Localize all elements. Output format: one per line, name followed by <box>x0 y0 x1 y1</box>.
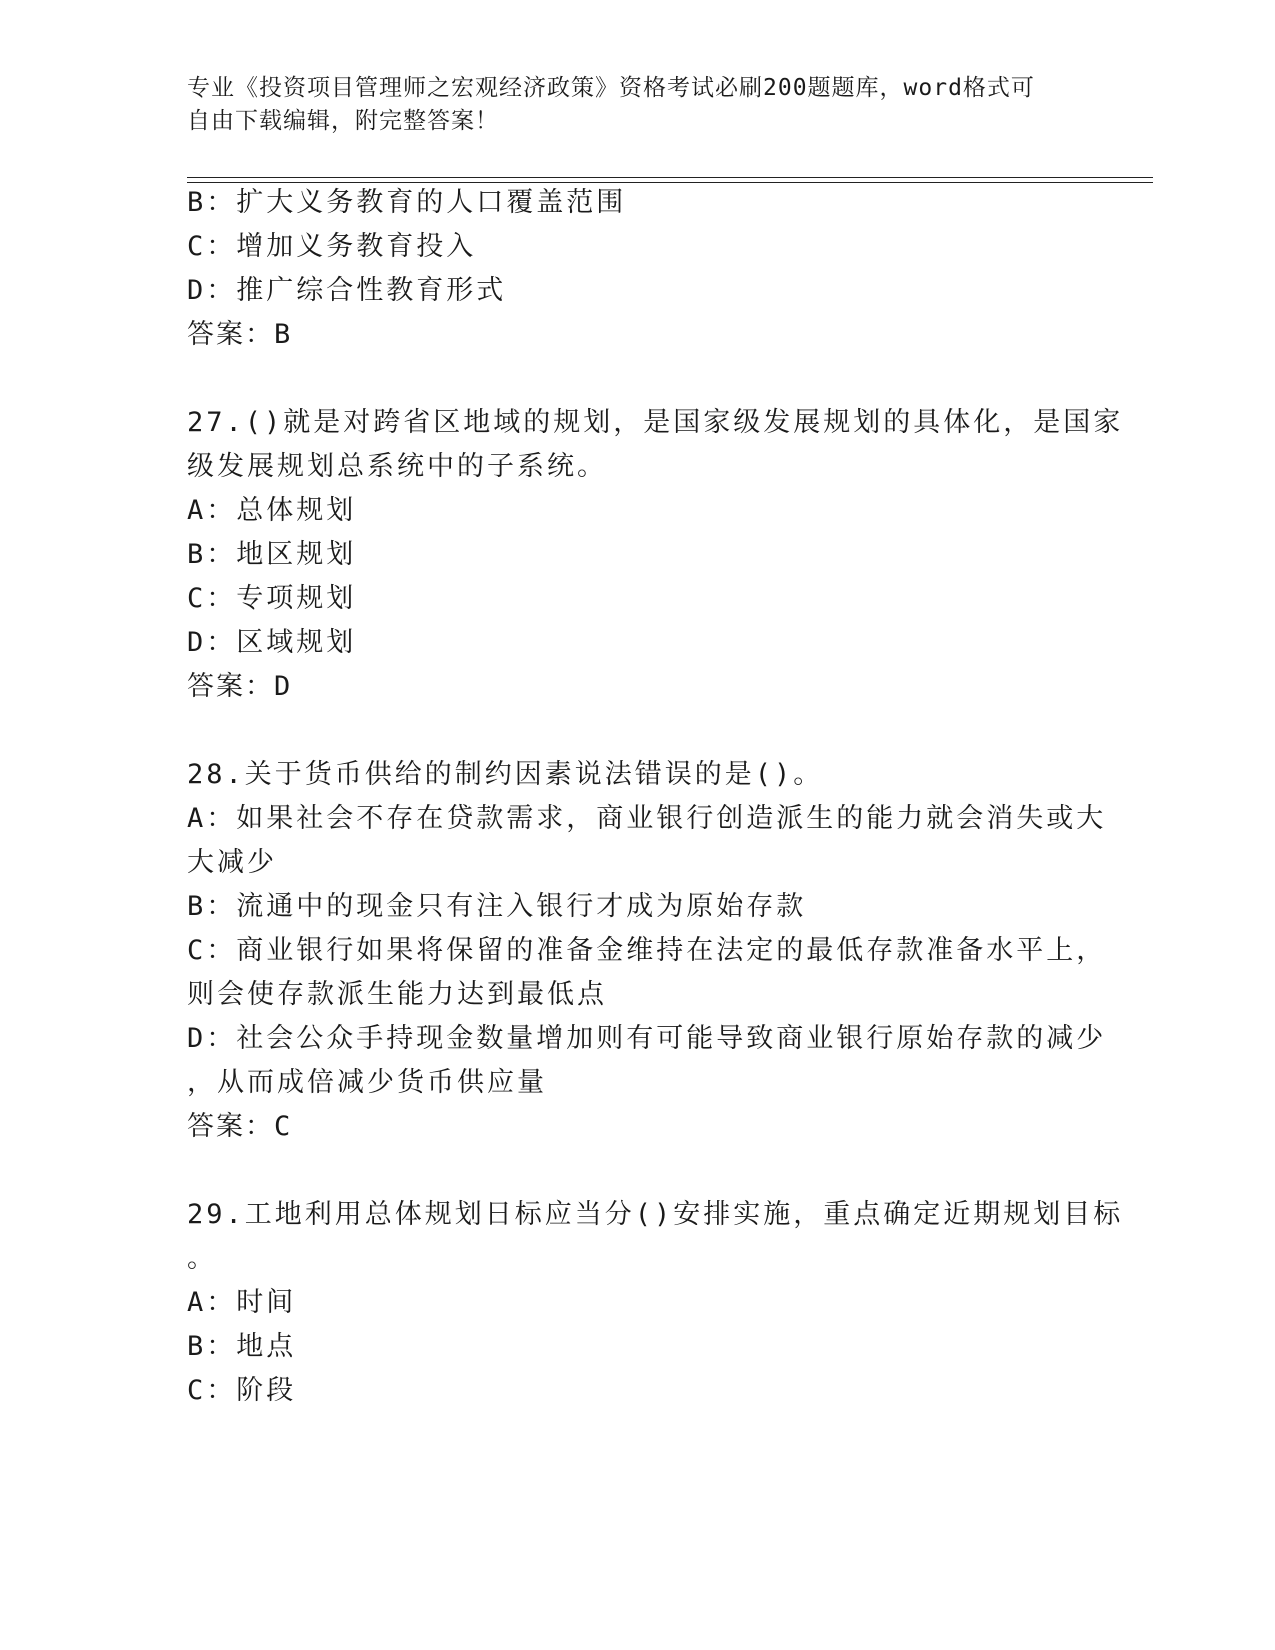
q26-option-d: D：推广综合性教育形式 <box>187 275 507 306</box>
q26-answer <box>187 318 1087 352</box>
q28-stem: 28.关于货币供给的制约因素说法错误的是()。 <box>187 759 824 790</box>
q27-stem-line-2: 级发展规划总系统中的子系统。 <box>187 451 607 482</box>
q27-option-d: D：区域规划 <box>187 627 357 658</box>
q29-stem-line-1: 29.工地利用总体规划日标应当分()安排实施，重点确定近期规划目标 <box>187 1199 1124 1230</box>
q28-option-b: B：流通中的现金只有注入银行才成为原始存款 <box>187 891 807 922</box>
q29-option-b: B：地点 <box>187 1331 297 1362</box>
q28-option-a-line-1: A：如果社会不存在贷款需求，商业银行创造派生的能力就会消失或大 <box>187 803 1107 834</box>
q27-answer <box>187 670 1087 704</box>
q28-option-c-line-2: 则会使存款派生能力达到最低点 <box>187 979 607 1010</box>
answer-value: B <box>274 319 293 350</box>
answer-label: 答案： <box>187 1111 274 1142</box>
answer-value: D <box>274 671 293 702</box>
q28-option-d-line-2: ，从而成倍减少货币供应量 <box>187 1067 547 1098</box>
q28-answer <box>187 1110 1087 1144</box>
q29-option-c: C：阶段 <box>187 1375 297 1406</box>
header-line-2: 自由下载编辑，附完整答案！ <box>187 108 499 134</box>
answer-label: 答案： <box>187 671 274 702</box>
answer-value: C <box>274 1111 293 1142</box>
header-divider-thick <box>187 177 1153 178</box>
header-divider-thin <box>187 182 1153 183</box>
q27-option-c: C：专项规划 <box>187 583 357 614</box>
q28-option-c-line-1: C：商业银行如果将保留的准备金维持在法定的最低存款准备水平上， <box>187 935 1107 966</box>
q29-stem-line-2: 。 <box>187 1243 217 1274</box>
q29-option-a: A：时间 <box>187 1287 297 1318</box>
q27-option-b: B：地区规划 <box>187 539 357 570</box>
document-header <box>187 72 1067 138</box>
q27-option-a: A：总体规划 <box>187 495 357 526</box>
q28-option-d-line-1: D：社会公众手持现金数量增加则有可能导致商业银行原始存款的减少 <box>187 1023 1107 1054</box>
q27-stem-line-1: 27.()就是对跨省区地域的规划，是国家级发展规划的具体化，是国家 <box>187 407 1124 438</box>
answer-label: 答案： <box>187 319 274 350</box>
q28-option-a-line-2: 大减少 <box>187 847 277 878</box>
q26-option-c: C：增加义务教育投入 <box>187 231 477 262</box>
header-line-1: 专业《投资项目管理师之宏观经济政策》资格考试必刷200题题库，word格式可 <box>187 75 1035 101</box>
q26-option-b: B：扩大义务教育的人口覆盖范围 <box>187 187 627 218</box>
